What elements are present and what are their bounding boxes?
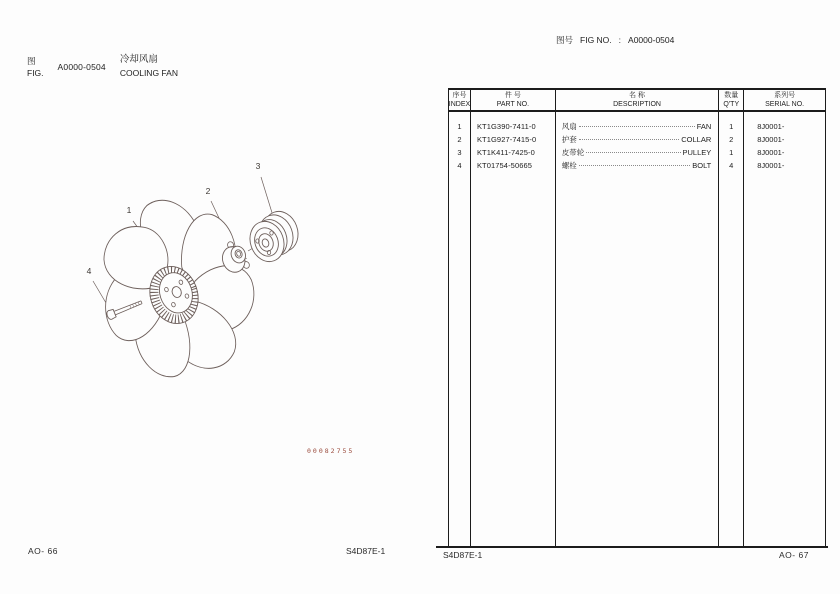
desc-zh: 护套 [561,135,577,144]
dot-leader [579,126,695,127]
cell-description [556,120,719,133]
column-serial-no [744,112,825,547]
cell-qty: 1 [729,148,734,157]
header-serial-zh: 系列号 [774,91,796,99]
column-index [449,112,471,547]
header-serial-no [744,90,825,110]
parts-table-body [449,112,825,547]
desc-zh: 风扇 [561,122,577,131]
dot-leader [579,139,680,140]
cell-description [556,146,719,159]
fig-no-label-zh: 图号 [556,35,574,45]
cell-description [556,159,719,172]
header-qty-zh: 数量 [724,91,739,99]
parts-table-header [449,90,825,112]
parts-table [448,88,826,547]
column-description [556,112,720,547]
footer-right-model-code: S4D87E-1 [443,550,483,560]
header-desc-en: DESCRIPTION [613,101,661,108]
cell-qty: 2 [729,135,734,144]
fig-no-value: A0000-0504 [628,35,675,45]
desc-en: BOLT [692,161,712,170]
fig-label-en: FIG. [27,67,44,78]
cell-qty: 1 [729,122,734,131]
fig-label [27,55,44,79]
callout-2: 2 [205,186,211,196]
cell-index: 1 [457,122,462,131]
figure-name-en: COOLING FAN [119,67,178,78]
cell-serial: 8J0001- [757,122,785,131]
cell-part-no: KT01754-50665 [476,161,533,170]
dot-leader [586,152,680,153]
column-part-no [471,112,556,547]
fig-label-zh: 图 [27,55,36,66]
cell-index: 3 [457,148,462,157]
header-index-zh: 序号 [452,91,467,99]
header-index-en: INDEX [448,101,471,108]
cell-part-no: KT1G927-7415-0 [476,135,537,144]
desc-en: PULLEY [682,148,712,157]
header-serial-en: SERIAL NO. [765,101,805,108]
footer-left-page-number: AO- 66 [28,546,58,556]
cell-description [556,133,719,146]
cell-serial: 8J0001- [757,148,785,157]
callout-4: 4 [86,266,92,276]
pulley-part [244,207,303,267]
cell-serial: 8J0001- [757,135,785,144]
desc-en: FAN [696,122,712,131]
cell-index: 4 [457,161,462,170]
cell-part-no: KT1G390-7411-0 [476,122,536,131]
fig-no-label-en: FIG NO. [580,35,612,45]
callout-3: 3 [255,161,261,171]
page-bottom-rule [436,546,828,548]
cell-index: 2 [457,135,462,144]
header-part-no [471,90,556,110]
header-desc-zh: 名 称 [629,91,645,99]
desc-zh: 螺栓 [561,161,577,170]
footer-left-model-code: S4D87E-1 [346,546,386,556]
dot-leader [579,165,691,166]
header-description [556,90,720,110]
header-part-en: PART NO. [496,101,530,108]
header-index [449,90,471,110]
exploded-view-drawing [0,120,440,440]
cell-qty: 4 [729,161,734,170]
desc-en: COLLAR [681,135,712,144]
figure-name [120,54,178,79]
header-qty-en: Q'TY [723,101,740,108]
figure-number: A0000-0504 [57,61,106,72]
desc-zh: 皮带轮 [561,148,585,157]
footer-right-page-number: AO- 67 [779,550,809,560]
callout-1: 1 [126,205,132,215]
fig-no-header [556,34,674,46]
cell-part-no: KT1K411-7425-0 [476,148,535,157]
figure-title-block [27,54,178,79]
stamp-number: 00082755 [307,447,355,455]
header-part-zh: 件 号 [504,91,521,99]
figure-name-zh: 冷却风扇 [119,54,158,65]
header-qty [719,90,744,110]
fig-no-separator: : [618,35,622,45]
column-qty [719,112,744,547]
cell-serial: 8J0001- [757,161,785,170]
